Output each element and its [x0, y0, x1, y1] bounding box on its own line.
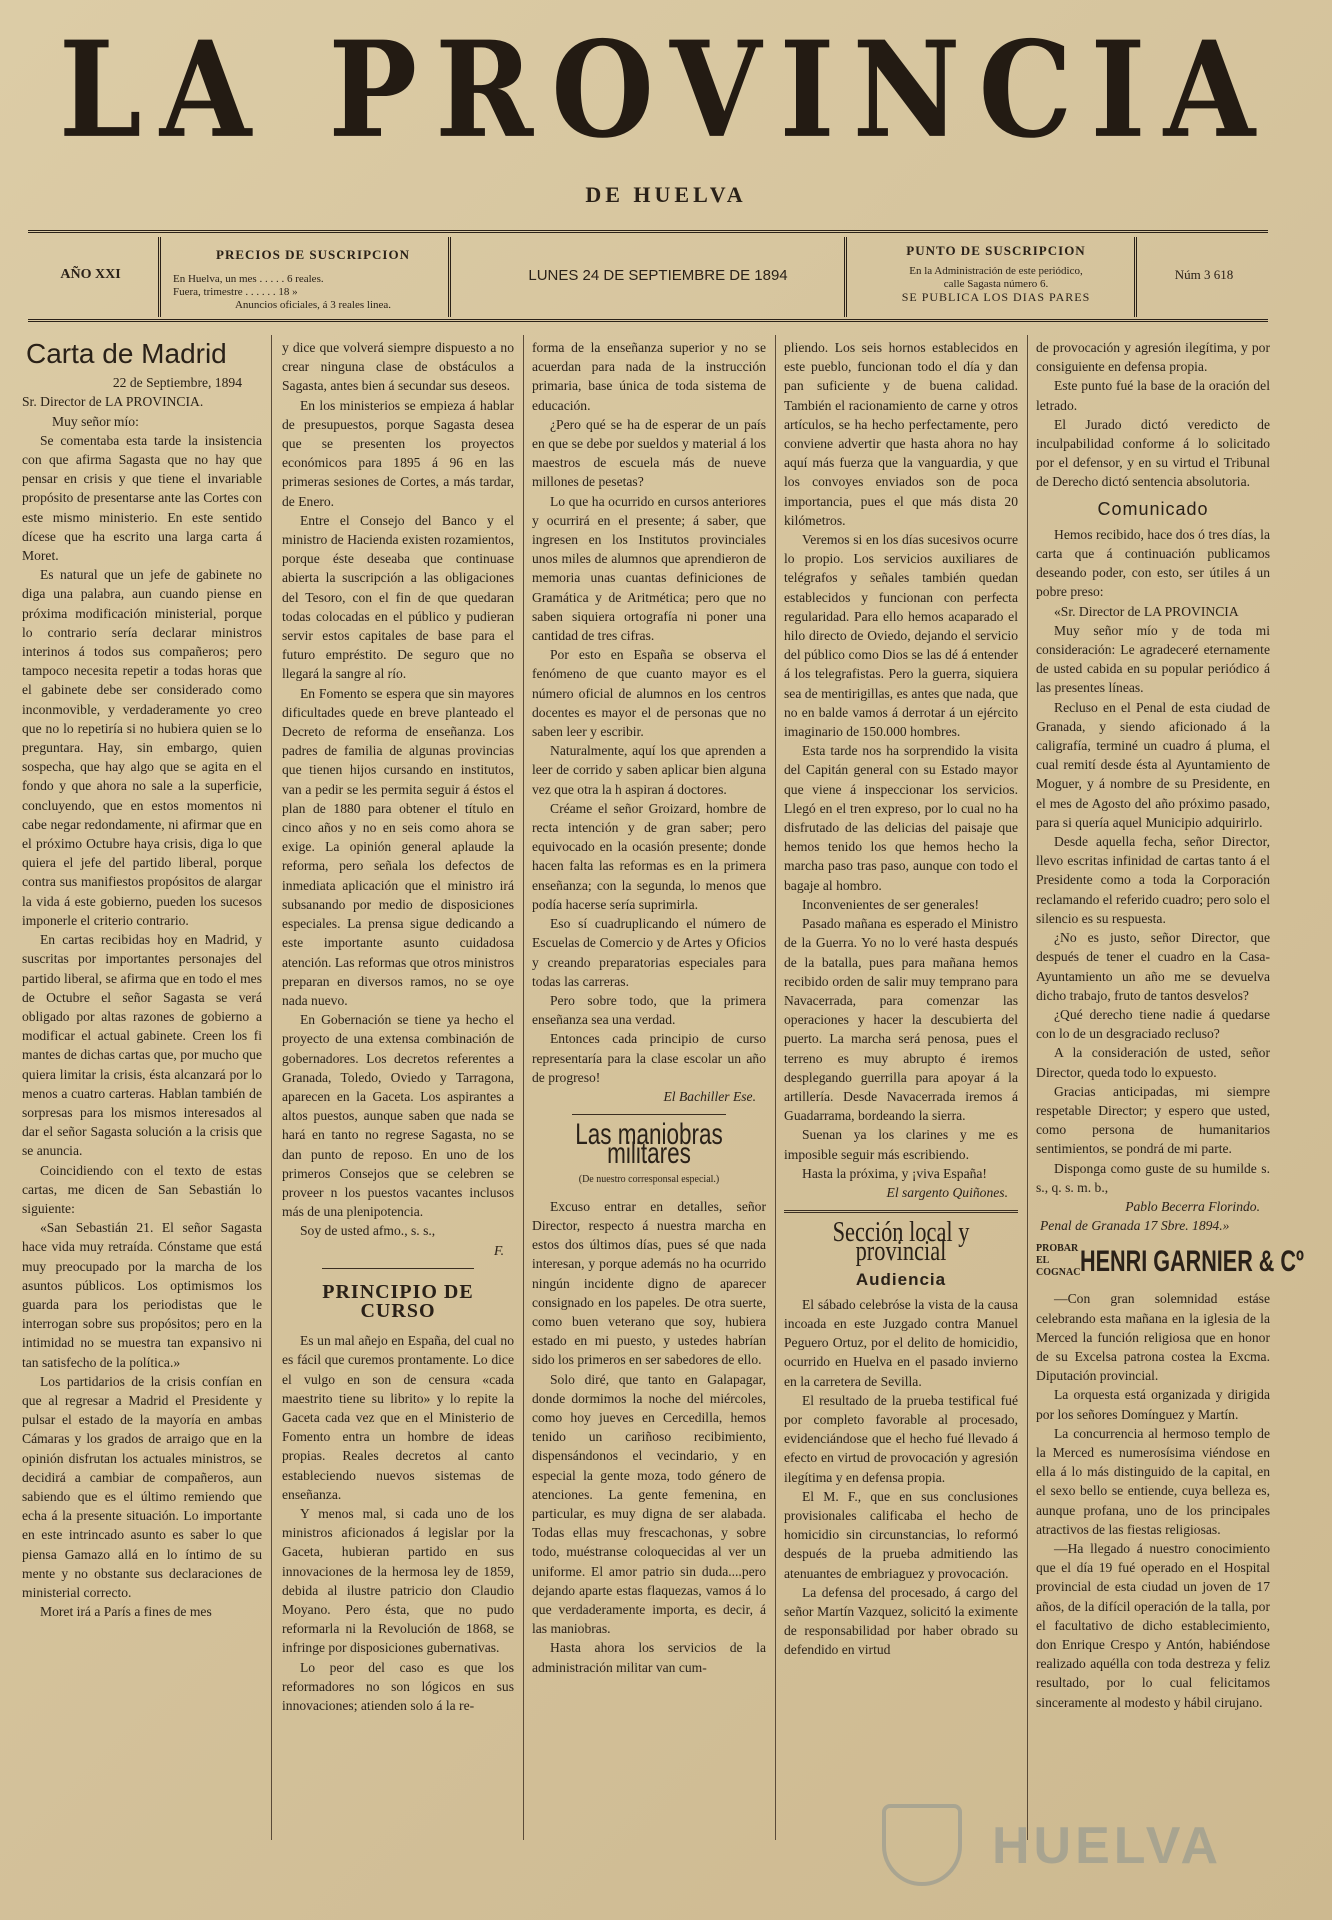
separator	[322, 1268, 474, 1269]
paragraph: Hasta la próxima, y ¡viva España!	[802, 1165, 987, 1181]
divider	[844, 237, 847, 317]
paragraph: En Fomento se espera que sin mayores dificultades quede en breve planteado el Decreto de reforma de enseñanza. Los padres de familia de algunas provincias que tienen hijos cursando en institutos, van a pedir se les permita seguir á éstos el plan de 1880 para obtener el título en cinco años y no en seis como ahora se exige. La opinión general aplaude la reforma, pero señala los defectos de inmediata aplicación que el ministro irá subsanando por medio de disposiciones especiales. La prensa sigue dedicando a este importante asunto cuidadosa atención. Las reformas que otros ministros preparan en diversos ramos, no se oye nada nuevo.	[282, 685, 514, 1008]
column-2	[282, 338, 514, 1715]
paragraph: Pero sobre todo, que la primera enseñanza sea una verdad.	[532, 992, 766, 1028]
newspaper-subtitle: DE HUELVA	[585, 182, 747, 207]
subscription-point-line: En la Administración de este periódico,	[909, 265, 1083, 277]
paragraph: Pasado mañana es esperado el Ministro de la Guerra. Yo no lo veré hasta después de la batalla, pues para mañana hemos recibido orden de salir muy temprano para Navacerrada, para comenzar las operaciones y hacer la descubierta del puerto. La marcha será penosa, pues el terreno es muy abrupto é iremos desplegando guerrilla para apoyar á la artillería. Desde Navacerrada iremos á Guadarrama, bordeando la sierra.	[784, 916, 1018, 1124]
paragraph: ¿Qué derecho tiene nadie á quedarse con lo de un desgraciado recluso?	[1036, 1006, 1270, 1042]
paragraph: La concurrencia al hermoso templo de la Merced es numerosísima viéndose en ella á lo más distinguido de la capital, en el sexo bello se entiende, cuya belleza es, aunque profana, uno de los principales atractivos de las fiestas religiosas.	[1036, 1425, 1270, 1537]
watermark-text: HUELVA	[992, 1817, 1223, 1875]
prices-title: PRECIOS DE SUSCRIPCION	[216, 247, 410, 262]
paragraph: Es un mal añejo en España, del cual no es fácil que curemos prontamente. Lo dice el vulgo en son de censura «cada maestrito tiene su librito» y lo repite la Gaceta cada vez que en el Ministerio de Fomento entra un hombre de ideas propias. Reales decretos al canto estableciendo nuevos sistemas de enseñanza.	[282, 1333, 514, 1502]
separator	[784, 1210, 1018, 1213]
divider	[448, 237, 451, 317]
masthead	[0, 11, 1332, 168]
signature: El sargento Quiñones.	[886, 1184, 1008, 1200]
paragraph: Muy señor mío y de toda mi consideración: Le agradeceré eternamente de usted cabida en su popular periódico á las presentes líneas.	[1036, 622, 1270, 696]
paragraph: Lo que ha ocurrido en cursos anteriores y ocurrirá en el presente; á saber, que ingresen en los Institutos provinciales unos miles de alumnos que aprendieron de memoria unas cuantas definiciones de Gramática y de Aritmética; pero que no saben siquiera ortografía ni poner una cantidad de tres cifras.	[532, 493, 766, 644]
subscription-point-line: calle Sagasta número 6.	[943, 278, 1049, 290]
paragraph: Entre el Consejo del Banco y el ministro de Hacienda existen rozamientos, porque éste deseaba que continuase abierta la suscripción a las obligaciones del Tesoro, con el fin de que quedaran todas colocadas en el público y pudieran servir estos capitales de base para el futuro empréstito. De seguro que no llegará la sangre al río.	[282, 512, 514, 682]
shield-emblem-icon	[882, 1804, 962, 1886]
paragraph: Disponga como guste de su humilde s. s., q. s. m. b.,	[1036, 1160, 1270, 1195]
prices-line: Fuera, trimestre . . . . . . 18 »	[173, 286, 298, 298]
place-date: Penal de Granada 17 Sbre. 1894.»	[1040, 1218, 1230, 1234]
greeting: Muy señor mío:	[52, 413, 139, 429]
paragraph: pliendo. Los seis hornos establecidos en este pueblo, funcionan todo el día y dan pan suficiente y de buena calidad. También el racionamiento de carne y otros artículos, se ha hecho perfectamente, pero conviene advertir que hasta ahora no hay aquí más fuerza que la vanguardia, y que los convoyes enviados son de poca importancia, pues el que más dista 20 kilómetros.	[784, 340, 1018, 528]
paragraph: Es natural que un jefe de gabinete no diga una palabra, aun cuando piense en próxima modificación ministerial, porque lo contrario sería declarar ministros interinos á todos sus compañeros; pero tampoco necesita repetir a todas horas que el gabinete debe ser considerado como inconmovible, y verdaderamente yo creo que no lo repetiría si no hubiera quien se lo preguntara. Hay, sin embargo, quien sospecha, que hay algo que se agita en el fondo y que ahora no sale a la superficie, concluyendo, que en estos momentos ni cabe negar redondamente, ni afirmar que en el próximo Octubre haya crisis, diga lo que quiera el jefe del partido liberal, porque contra sus manifiestos propósitos de alargar la vida á este gobierno, pueden los sucesos imponerle el criterio contrario.	[22, 567, 262, 928]
issue-number: Núm 3 618	[1174, 267, 1234, 282]
paragraph: Desde aquella fecha, señor Director, llevo escritas infinidad de cartas tanto á el Presidente como a toda la Corporación reclamando el referido cuadro; pero solo el silencio es su respuesta.	[1036, 834, 1271, 926]
signature: El Bachiller Ese.	[663, 1088, 756, 1104]
paragraph: En Gobernación se tiene ya hecho el proyecto de una extensa combinación de gobernadores. Los decretos referentes a Granada, Toledo, Oviedo y Tarragona, aparecen en la Gaceta. Los aspirantes a altos puestos, aunque saben que nada se hará en tanto no regrese Sagasta, no se dan punto de reposo. En uno de los primeros Consejos que se celebren se proveer n los puestos vacantes inclusos más de una plenipotencia.	[282, 1012, 514, 1220]
closing: Soy de usted afmo., s. s.,	[300, 1223, 436, 1239]
salutation: Sr. Director de LA PROVINCIA.	[22, 394, 204, 410]
paragraph: En los ministerios se empieza á hablar de presupuestos, porque Sagasta desea que se presenten los proyectos económicos para 1895 á 96 en las primeras sesiones de Cortes, a más tardar, de Enero.	[282, 397, 514, 509]
cognac-advert	[1036, 1243, 1305, 1279]
prices-line: En Huelva, un mes . . . . . 6 reales.	[173, 273, 324, 285]
paragraph: Por esto en España se observa el fenómeno de que cuanto mayor es el número oficial de alumnos en los centros docentes es mayor el de personas que no saben leer y escribir.	[532, 647, 766, 740]
paragraph: Suenan ya los clarines y me es imposible seguir más escribiendo.	[784, 1127, 1018, 1162]
signature: Pablo Becerra Florindo.	[1125, 1198, 1260, 1214]
article-heading-comunicado: Comunicado	[1097, 498, 1209, 519]
paragraph: Se comentaba esta tarde la insistencia con que afirma Sagasta que no hay que pensar en crisis y que tiene el invariable propósito de presentarse ante las Cortes con este mismo ministerio. En este sentido dícese que ha escrito una larga carta á Moret.	[22, 432, 262, 564]
column-3	[532, 338, 766, 1677]
paragraph: Inconvenientes de ser generales!	[802, 896, 980, 912]
paragraph: Créame el señor Groizard, hombre de recta intención y de gran saber; pero equivocado en la ocasión presente; donde hacen falta las reformas es en la primera enseñanza; con la segunda, lo menos que podía hacerse sería suprimirla.	[532, 800, 766, 912]
paragraph: —Ha llegado á nuestro conocimiento que el día 19 fué operado en el Hospital provincial de esta ciudad un joven de 17 años, de la difícil operación de la talla, por el facultativo de dicho establecimiento, don Enrique Crespo y Antón, habiéndose realizado aquélla con toda destreza y feliz resultado, por lo cual felicitamos sinceramente al modesto y hábil cirujano.	[1036, 1540, 1270, 1710]
separator	[572, 1114, 726, 1115]
advert-brand: HENRI GARNIER & Cº	[1080, 1244, 1305, 1278]
column-divider	[775, 335, 776, 1840]
newspaper-title: LA PROVINCIA	[58, 11, 1274, 168]
prices-box	[173, 237, 453, 317]
paragraph: El sábado celebróse la vista de la causa incoada en este Juzgado contra Manuel Peguero Ortuz, por el delito de homicidio, ocurrido en Huelva en el pasado invierno en la carretera de Sevilla.	[784, 1296, 1018, 1389]
paragraph: de provocación y agresión ilegítima, y por consiguiente en defensa propia.	[1036, 340, 1270, 375]
paragraph: Lo peor del caso es que los reformadores no son lógicos en sus innovaciones; atienden solo á la re-	[282, 1659, 514, 1714]
paragraph: Eso sí cuadruplicando el número de Escuelas de Comercio y de Artes y Oficios y creando preparatorias especiales para todas las carreras.	[532, 916, 766, 989]
dateline: 22 de Septiembre, 1894	[112, 375, 242, 391]
paragraph: ¿No es justo, señor Director, que después de tener el cuadro en la Casa-Ayuntamiento un año me se devuelva dicho trabajo, fruto de tantos desvelos?	[1036, 930, 1270, 1003]
column-4	[784, 338, 1018, 1660]
paragraph: Naturalmente, aquí los que aprenden a leer de corrido y saben aplicar bien alguna vez que otra la h aspiran á doctores.	[532, 743, 766, 797]
column-1	[22, 338, 262, 1621]
paragraph: «Sr. Director de LA PROVINCIA	[1054, 603, 1239, 619]
section-heading-local-provincial: Sección local y provincial	[832, 1217, 970, 1268]
paragraph: y dice que volverá siempre dispuesto a no crear ninguna clase de obstáculos a Sagasta, antes bien á secundar sus deseos.	[282, 340, 514, 394]
archive-watermark	[882, 1800, 1242, 1890]
paragraph: A la consideración de usted, señor Director, queda todo lo expuesto.	[1036, 1045, 1270, 1080]
paragraph: Y menos mal, si cada uno de los ministros aficionados á legislar por la Gaceta, hubieran partido en sus innovaciones de la hermosa ley de 1859, debida al ilustre patricio don Claudio Moyano. Pero ésta, que no pudo reformarla ni la Revolución de 1868, se infringe por disposiciones gubernativas.	[282, 1505, 514, 1656]
paragraph: —Con gran solemnidad estáse celebrando esta mañana en la iglesia de la Merced la función religiosa que en honor de su Excelsa patrona costea la Excma. Diputación provincial.	[1036, 1291, 1270, 1384]
column-5	[1036, 338, 1305, 1712]
column-divider	[271, 335, 272, 1840]
subscription-point-title: PUNTO DE SUSCRIPCION	[906, 243, 1086, 258]
paragraph: Coincidiendo con el texto de estas cartas, me dicen de San Sebastián lo siguiente:	[22, 1162, 262, 1216]
column-divider	[1027, 335, 1028, 1840]
paragraph: La orquesta está organizada y dirigida por los señores Domínguez y Martín.	[1036, 1387, 1270, 1422]
paragraph: forma de la enseñanza superior y no se acuerdan para nada de la instrucción primaria, base única de toda sistema de educación.	[532, 340, 766, 413]
publication-days: SE PUBLICA LOS DIAS PARES	[901, 290, 1091, 304]
paragraph: Recluso en el Penal de esta ciudad de Granada, y siendo aficionado á la caligrafía, terminé un cuadro á pluma, el cual remití desde ésta al Ayuntamiento de Moguer, y á nombre de su Presidente, en el mes de Agosto del año próximo pasado, para si quería aquel Municipio adquirirlo.	[1036, 699, 1270, 830]
paragraph: Veremos si en los días sucesivos ocurre lo propio. Los servicios auxiliares de telégrafos y señales también quedan establecidos y funcionan con perfecta regularidad. Para ello hemos acaparado el hilo directo de Oviedo, dejando el servicio del público como Dios se las dé á entender á los telegrafistas. Pero la guerra, siquiera sea de mentirigillas, es antes que nada, que no en balde vamos á derrotar á un ejército imaginario de 150.000 hombres.	[784, 532, 1018, 740]
issue-date: LUNES 24 DE SEPTIEMBRE DE 1894	[528, 267, 788, 284]
signature: F.	[494, 1242, 504, 1258]
paragraph: ¿Pero qué se ha de esperar de un país en que se debe por sueldos y material á los maestros de escuela más de nueve millones de pesetas?	[532, 416, 766, 490]
paragraph: Excuso entrar en detalles, señor Director, respecto á nuestra marcha en estos dos últimos días, pues sé que nada interesan, y porque además no ha ocurrido ningún incidente digno de aparecer consignado en los papeles. De otra suerte, como buen veterano que soy, hubiera estado en mi puesto, y ustedes habrían sido los primeros en ser sabedores de ello.	[532, 1198, 766, 1368]
article-heading-principio-de-curso: PRINCIPIO DE CURSO	[322, 1280, 474, 1322]
paragraph: Solo diré, que tanto en Galapagar, donde dormimos la noche del miércoles, como hoy jueves en Cercedilla, hemos tenido un cariñoso recibimiento, dispensándonos el vecindario, y en especial la gente moza, todo género de atenciones. La gente femenina, en particular, es muy digna de ser alabada. Todas ellas muy frescachonas, y sobre todo, muéstranse coloquecidas al ver un uniforme. El amor patrio sin duda....pero dejando aparte estas flaquezas, vamos á lo que verdaderamente importa, es decir, á las maniobras.	[532, 1371, 766, 1637]
paragraph: El M. F., que en sus conclusiones provisionales calificaba el hecho de homicidio sin circunstancias, lo reformó después de la prueba admitiendo las atenuantes de embriaguez y provocación.	[784, 1488, 1018, 1581]
number-box	[1140, 237, 1268, 317]
paragraph: En cartas recibidas hoy en Madrid, y suscritas por importantes personajes del partido liberal, se afirma que en todo el mes de Octubre el señor Sagasta se verá obligado por altas razones de gobierno a modificar el actual gabinete. Creen los fi mantes de dichas cartas que, por mucho que quiera limitar la crisis, ésta alcanzará por lo menos a cuatro carteras. Hablan también de sorpresas para los mismos interesados al dar el señor Sagasta solución a la crisis que se anuncia.	[22, 932, 262, 1159]
paragraph: La defensa del procesado, á cargo del señor Martín Vazquez, solicitó la eximente de responsabilidad por haber obrado su defendido en virtud	[784, 1584, 1018, 1658]
paragraph: Gracias anticipadas, mi siempre respetable Director; y espero que usted, como persona de humanitarios sentimientos, se pondrá de mi parte.	[1036, 1083, 1270, 1157]
correspondent-note: (De nuestro corresponsal especial.)	[578, 1173, 720, 1185]
paragraph: Moret irá a París a fines de mes	[40, 1604, 212, 1620]
paragraph: Hemos recibido, hace dos ó tres días, la carta que á continuación publicamos deseando poder, con esto, ser útiles á un pobre preso:	[1036, 526, 1270, 600]
divider	[158, 237, 161, 317]
column-divider	[523, 335, 524, 1840]
paragraph: Hasta ahora los servicios de la administración militar van cum-	[532, 1640, 766, 1675]
paragraph: El Jurado dictó veredicto de inculpabilidad conforme á lo solicitado por el defensor, y en su virtud el Tribunal de Derecho dictó sentencia absolutoria.	[1036, 416, 1270, 490]
info-bar	[28, 230, 1268, 322]
year-box	[28, 237, 153, 317]
subheading-audiencia: Audiencia	[855, 1269, 947, 1289]
article-heading-carta-de-madrid: Carta de Madrid	[26, 338, 227, 369]
divider	[1134, 237, 1137, 317]
paragraph: El resultado de la prueba testifical fué por completo favorable al procesado, evidenciándose que el hecho fué llevado á efecto en virtud de provocación y agresión ilegítima y en defensa propia.	[784, 1392, 1018, 1485]
prices-line: Anuncios oficiales, á 3 reales linea.	[234, 299, 392, 311]
subscription-point-box	[856, 237, 1136, 317]
year-label: AÑO XXI	[60, 267, 121, 282]
paragraph: Este punto fué la base de la oración del letrado.	[1036, 378, 1270, 413]
paragraph: Los partidarios de la crisis confían en que al regresar a Madrid el Presidente y pulsar el estado de la mayoría en ambas Cámaras y los grados de arraigo que en la opinión disfrutan los actuales ministros, se decidirá a cambiar de compañeros, aun sabiendo que es el último remiendo que echa á la presente situación. Lo importante en este intrincado asunto es saber lo que piensa Gamazo allá en lo íntimo de su mente y no obstante sus declaraciones de ministerial correcto.	[22, 1373, 262, 1600]
date-box	[458, 237, 858, 317]
advert-tagline: PROBAR EL COGNAC	[1036, 1243, 1081, 1279]
paragraph: Entonces cada principio de curso representaría para la clase escolar un año de progreso!	[532, 1031, 766, 1085]
paragraph: Esta tarde nos ha sorprendido la visita del Capitán general con su Estado mayor que viene á inspeccionar los servicios. Llegó en el tren expreso, por lo cual no ha disfrutado de las delicias del paisaje que hemos tenido los que hemos hecho la marcha paso tras paso, aunque con todo el bagaje al hombro.	[784, 743, 1018, 893]
paragraph: «San Sebastián 21. El señor Sagasta hace vida muy retraída. Cónstame que está muy preocupado por la marcha de los asuntos públicos. Los optimismos los guarda para los periodistas que le interrogan sobre sus propósitos; pero en la intimidad no se muestra tan expansivo ni tan satisfecho de la política.»	[22, 1220, 262, 1370]
article-heading-maniobras-militares: Las maniobras militares	[575, 1118, 723, 1171]
